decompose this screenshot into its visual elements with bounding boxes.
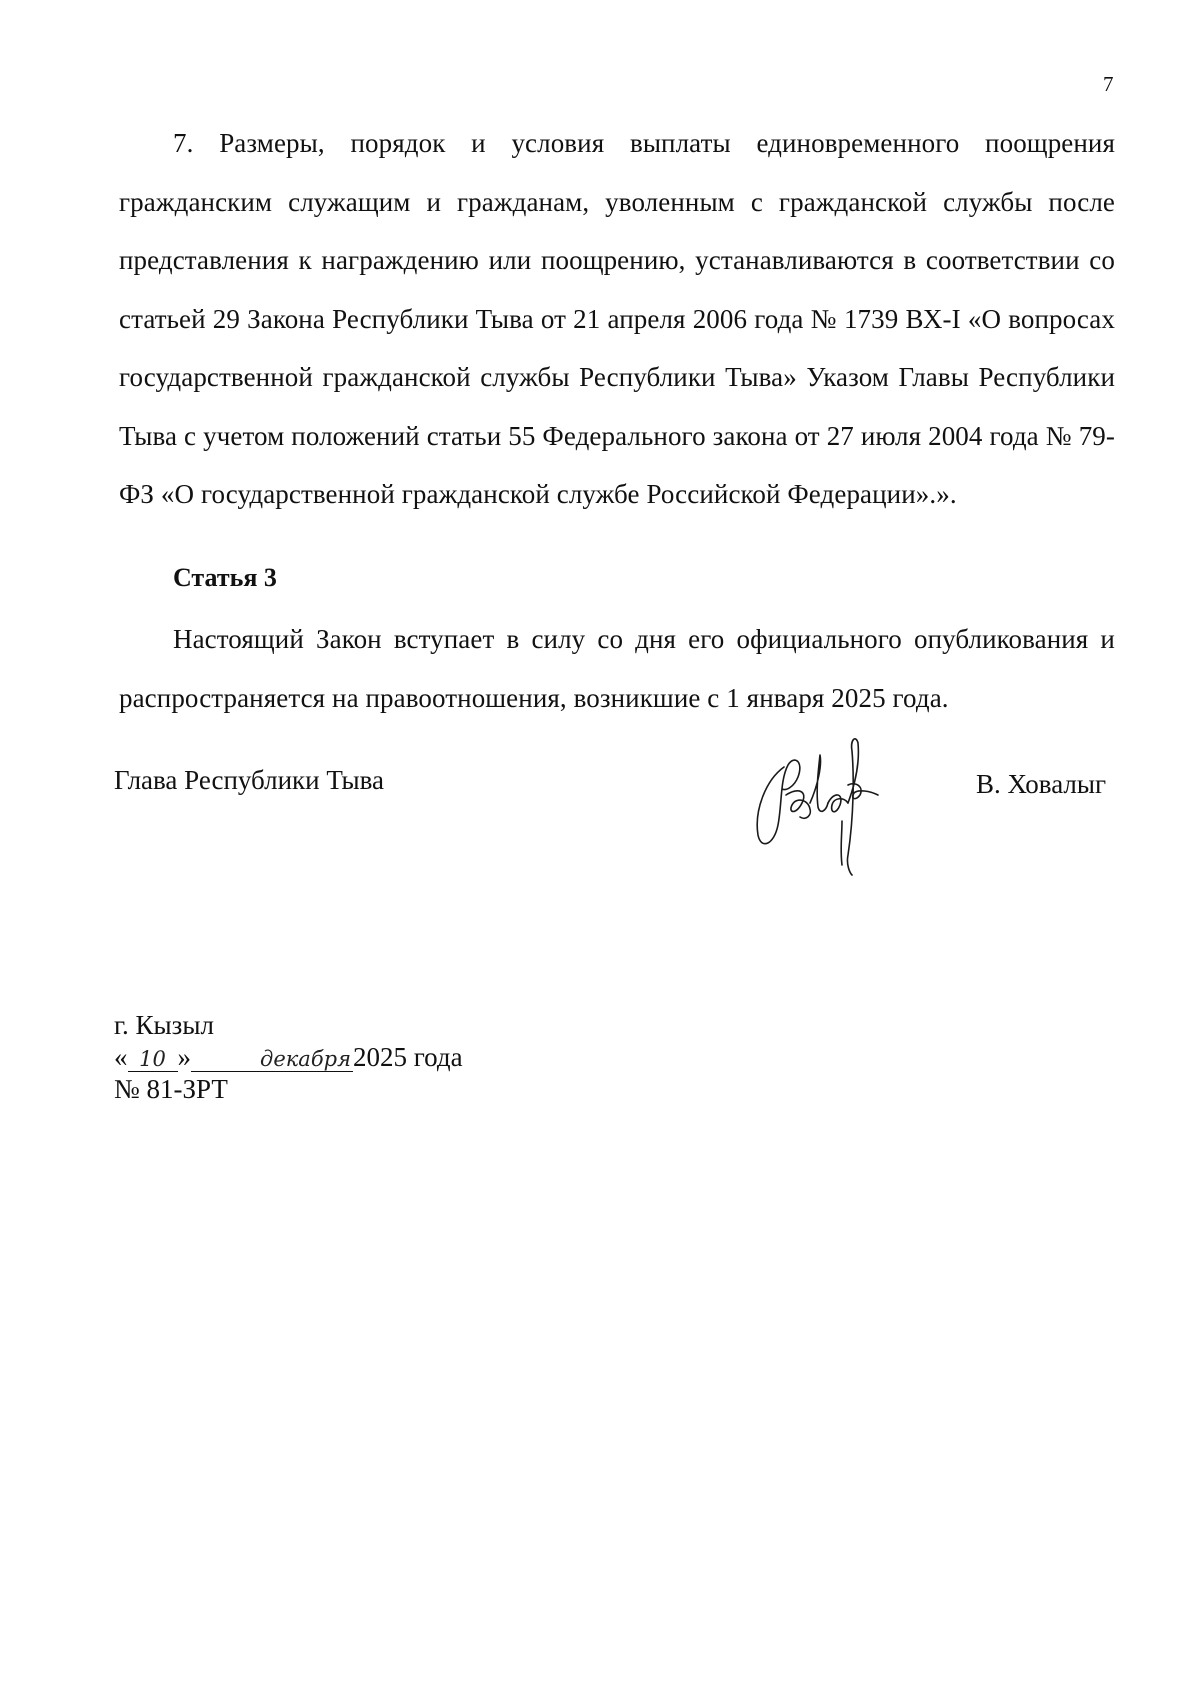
date-open-quote: « [114, 1042, 128, 1072]
date-month-handwritten: декабря [191, 1047, 353, 1072]
signatory-name: В. Ховалыг [976, 769, 1107, 799]
article-3-heading: Статья 3 [173, 563, 277, 592]
signatory-position: Глава Республики Тыва [114, 765, 385, 795]
article-3-text: Настоящий Закон вступает в силу со дня его официального опубликования и распространяется на правоотношения, возникшие с 1 января 2025 года. [119, 624, 1115, 713]
handwritten-signature [746, 725, 896, 880]
date-year: 2025 года [353, 1042, 463, 1072]
date-day-handwritten: 10 [128, 1047, 178, 1072]
page-number: 7 [1103, 72, 1114, 96]
city-line: г. Кызыл [114, 1010, 214, 1040]
law-number: № 81-ЗРТ [114, 1074, 228, 1104]
paragraph-7: 7. Размеры, порядок и условия выплаты единовременного поощрения гражданским служащим и гражданам, уволенным с гражданской службы после представления к награждению или поощрению, устанавливаются в соответствии со статьей 29 Закона Республики Тыва от 21 апреля 2006 года № 1739 ВХ-I «О вопросах государственной гражданской службы Республики Тыва» Указом Главы Республики Тыва с учетом положений статьи 55 Федерального закона от 27 июля 2004 года № 79-ФЗ «О государственной гражданской службе Российской Федерации».». [119, 128, 1115, 509]
date-close-quote: » [177, 1042, 191, 1072]
date-line [114, 1042, 463, 1072]
